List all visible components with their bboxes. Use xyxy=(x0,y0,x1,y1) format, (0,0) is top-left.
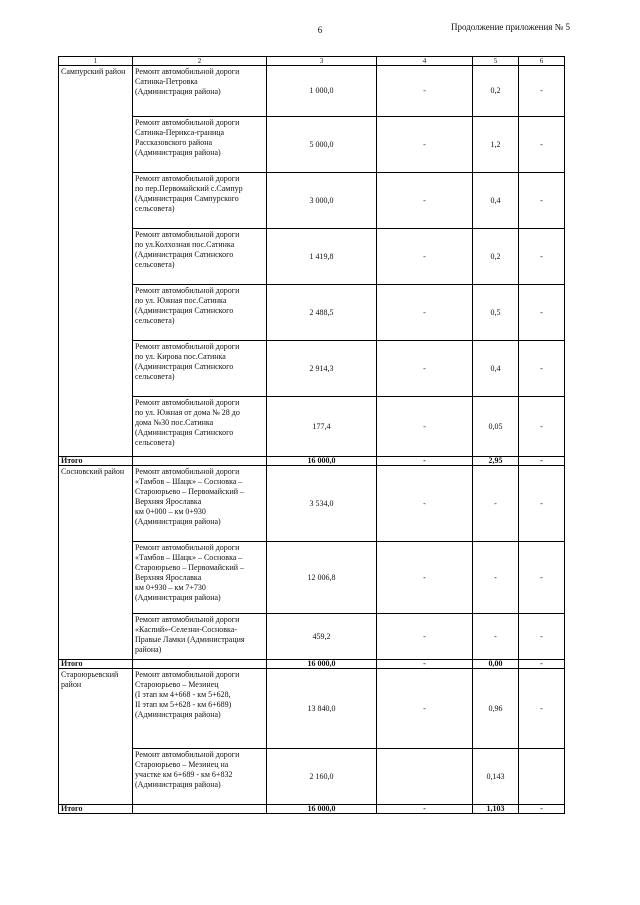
total-spacer xyxy=(133,457,267,466)
value-c5: 0,4 xyxy=(473,173,519,229)
road-description xyxy=(133,614,267,660)
total-c3: 16 000,0 xyxy=(267,457,377,466)
value-c4: - xyxy=(377,229,473,285)
column-number: 5 xyxy=(473,57,519,66)
description-line: Ремонт автомобильной дороги xyxy=(135,467,240,476)
total-row xyxy=(59,660,565,669)
appendix-label: Продолжение приложения № 5 xyxy=(450,22,570,32)
description-line: по ул.Колхозная пос.Сатинка xyxy=(135,240,235,249)
road-description xyxy=(133,341,267,397)
column-number: 1 xyxy=(59,57,133,66)
value-c6: - xyxy=(519,66,565,117)
road-description xyxy=(133,173,267,229)
value-c5: 0,05 xyxy=(473,397,519,457)
total-label: Итого xyxy=(59,805,133,814)
value-c4: - xyxy=(377,614,473,660)
value-c6: - xyxy=(519,669,565,749)
value-c4: - xyxy=(377,285,473,341)
value-c4: - xyxy=(377,341,473,397)
description-line: Сатинка-Петровка xyxy=(135,77,198,86)
column-number: 2 xyxy=(133,57,267,66)
table-row xyxy=(59,229,565,285)
description-line: Ремонт автомобильной дороги xyxy=(135,615,240,624)
value-c5: 0,2 xyxy=(473,229,519,285)
value-c3: 12 006,8 xyxy=(267,542,377,614)
description-line: (Администрация района) xyxy=(135,710,221,719)
value-c5: - xyxy=(473,614,519,660)
value-c5: 0,5 xyxy=(473,285,519,341)
total-c6: - xyxy=(519,805,565,814)
total-row xyxy=(59,457,565,466)
description-line: сельсовета) xyxy=(135,372,175,381)
description-line: Ремонт автомобильной дороги xyxy=(135,286,240,295)
table-row xyxy=(59,614,565,660)
total-c6: - xyxy=(519,457,565,466)
district-name-line: Староюрьевский xyxy=(61,670,119,679)
value-c4: - xyxy=(377,669,473,749)
value-c6: - xyxy=(519,542,565,614)
value-c4: - xyxy=(377,173,473,229)
description-line: (Администрация района) xyxy=(135,593,221,602)
description-line: (Администрация Сатинского xyxy=(135,362,234,371)
value-c3: 2 914,3 xyxy=(267,341,377,397)
description-line: Староюрьево – Первомайский – xyxy=(135,563,245,572)
district-name-line: район xyxy=(61,680,82,689)
column-number-row xyxy=(59,57,565,66)
total-c4: - xyxy=(377,805,473,814)
total-spacer xyxy=(133,660,267,669)
description-line: Ремонт автомобильной дороги xyxy=(135,67,240,76)
road-description xyxy=(133,229,267,285)
table-row xyxy=(59,66,565,117)
value-c4: - xyxy=(377,66,473,117)
total-c4: - xyxy=(377,660,473,669)
description-line: Ремонт автомобильной дороги xyxy=(135,230,240,239)
description-line: (Администрация Сатинского xyxy=(135,250,234,259)
value-c4: - xyxy=(377,542,473,614)
description-line: (Администрация Сатинского xyxy=(135,428,234,437)
total-c3: 16 000,0 xyxy=(267,660,377,669)
table-row xyxy=(59,285,565,341)
value-c6: - xyxy=(519,397,565,457)
description-line: «Каспий»-Селезни-Сосновка- xyxy=(135,625,237,634)
value-c6: - xyxy=(519,229,565,285)
description-line: II этап км 5+628 - км 6+689) xyxy=(135,700,232,709)
value-c3: 177,4 xyxy=(267,397,377,457)
column-number: 4 xyxy=(377,57,473,66)
description-line: по пер.Первомайский с.Сампур xyxy=(135,184,243,193)
page-number: 6 xyxy=(317,25,323,35)
table-row xyxy=(59,466,565,542)
value-c6: - xyxy=(519,614,565,660)
road-description xyxy=(133,466,267,542)
value-c5: 1,2 xyxy=(473,117,519,173)
value-c3: 3 534,0 xyxy=(267,466,377,542)
value-c3: 5 000,0 xyxy=(267,117,377,173)
total-c5: 2,95 xyxy=(473,457,519,466)
value-c3: 13 840,0 xyxy=(267,669,377,749)
value-c3: 459,2 xyxy=(267,614,377,660)
description-line: Рассказовского района xyxy=(135,138,213,147)
description-line: «Тамбов – Шацк» – Сосновка – xyxy=(135,553,243,562)
description-line: Староюрьево – Первомайский – xyxy=(135,487,245,496)
value-c3: 2 160,0 xyxy=(267,749,377,805)
total-c5: 0,00 xyxy=(473,660,519,669)
description-line: сельсовета) xyxy=(135,316,175,325)
value-c4: - xyxy=(377,117,473,173)
table-row xyxy=(59,341,565,397)
district-cell xyxy=(59,466,133,660)
table-row xyxy=(59,173,565,229)
description-line: Ремонт автомобильной дороги xyxy=(135,174,240,183)
value-c4: - xyxy=(377,466,473,542)
table-row xyxy=(59,542,565,614)
description-line: района) xyxy=(135,645,162,654)
funding-table xyxy=(58,56,565,814)
description-line: (Администрация района) xyxy=(135,148,221,157)
value-c5: - xyxy=(473,542,519,614)
table-row xyxy=(59,117,565,173)
district-cell xyxy=(59,66,133,457)
road-description xyxy=(133,749,267,805)
total-label: Итого xyxy=(59,457,133,466)
description-line: Сатинка-Перикса-граница xyxy=(135,128,225,137)
value-c6: - xyxy=(519,285,565,341)
value-c5: 0,143 xyxy=(473,749,519,805)
value-c3: 1 419,8 xyxy=(267,229,377,285)
value-c4: - xyxy=(377,397,473,457)
value-c3: 1 000,0 xyxy=(267,66,377,117)
description-line: дома №30 пос.Сатинка xyxy=(135,418,214,427)
description-line: Ремонт автомобильной дороги xyxy=(135,118,240,127)
district-name-line: Сампурский район xyxy=(61,67,126,76)
description-line: Ремонт автомобильной дороги xyxy=(135,398,240,407)
description-line: (Администрация района) xyxy=(135,780,221,789)
value-c4 xyxy=(377,749,473,805)
value-c6: - xyxy=(519,341,565,397)
road-description xyxy=(133,542,267,614)
road-description xyxy=(133,66,267,117)
road-description xyxy=(133,285,267,341)
column-number: 3 xyxy=(267,57,377,66)
total-c4: - xyxy=(377,457,473,466)
value-c5: 0,96 xyxy=(473,669,519,749)
value-c6 xyxy=(519,749,565,805)
value-c6: - xyxy=(519,173,565,229)
description-line: (Администрация Сатинского xyxy=(135,306,234,315)
total-label: Итого xyxy=(59,660,133,669)
description-line: (Администрация района) xyxy=(135,517,221,526)
total-c3: 16 000,0 xyxy=(267,805,377,814)
road-description xyxy=(133,117,267,173)
description-line: «Тамбов – Шацк» – Сосновка – xyxy=(135,477,243,486)
description-line: (Администрация района) xyxy=(135,87,221,96)
description-line: сельсовета) xyxy=(135,438,175,447)
value-c6: - xyxy=(519,466,565,542)
value-c3: 3 000,0 xyxy=(267,173,377,229)
description-line: км 0+000 – км 0+930 xyxy=(135,507,206,516)
value-c5: 0,2 xyxy=(473,66,519,117)
description-line: сельсовета) xyxy=(135,260,175,269)
description-line: по ул. Кирова пос.Сатинка xyxy=(135,352,226,361)
description-line: Ремонт автомобильной дороги xyxy=(135,670,240,679)
description-line: Правые Ламки (Администрация xyxy=(135,635,245,644)
value-c3: 2 488,5 xyxy=(267,285,377,341)
description-line: км 0+930 – км 7+730 xyxy=(135,583,206,592)
description-line: Ремонт автомобильной дороги xyxy=(135,750,240,759)
description-line: по ул. Южная пос.Сатинка xyxy=(135,296,227,305)
description-line: Верхняя Ярославка xyxy=(135,573,202,582)
table-row xyxy=(59,669,565,749)
description-line: Староюрьево – Мезинец на xyxy=(135,760,229,769)
description-line: Ремонт автомобильной дороги xyxy=(135,543,240,552)
column-number: 6 xyxy=(519,57,565,66)
road-description xyxy=(133,669,267,749)
total-row xyxy=(59,805,565,814)
description-line: (I этап км 4+668 - км 5+628, xyxy=(135,690,231,699)
description-line: участке км 6+689 - км 6+832 xyxy=(135,770,233,779)
description-line: (Администрация Сампурского xyxy=(135,194,239,203)
description-line: по ул. Южная от дома № 28 до xyxy=(135,408,240,417)
value-c5: - xyxy=(473,466,519,542)
table-row xyxy=(59,397,565,457)
district-name-line: Сосновский район xyxy=(61,467,125,476)
description-line: Верхняя Ярославка xyxy=(135,497,202,506)
total-c5: 1,103 xyxy=(473,805,519,814)
total-spacer xyxy=(133,805,267,814)
value-c6: - xyxy=(519,117,565,173)
table-row xyxy=(59,749,565,805)
description-line: Ремонт автомобильной дороги xyxy=(135,342,240,351)
road-description xyxy=(133,397,267,457)
description-line: Староюрьево – Мезинец xyxy=(135,680,219,689)
value-c5: 0,4 xyxy=(473,341,519,397)
district-cell xyxy=(59,669,133,805)
description-line: сельсовета) xyxy=(135,204,175,213)
table-body xyxy=(59,57,565,814)
total-c6: - xyxy=(519,660,565,669)
